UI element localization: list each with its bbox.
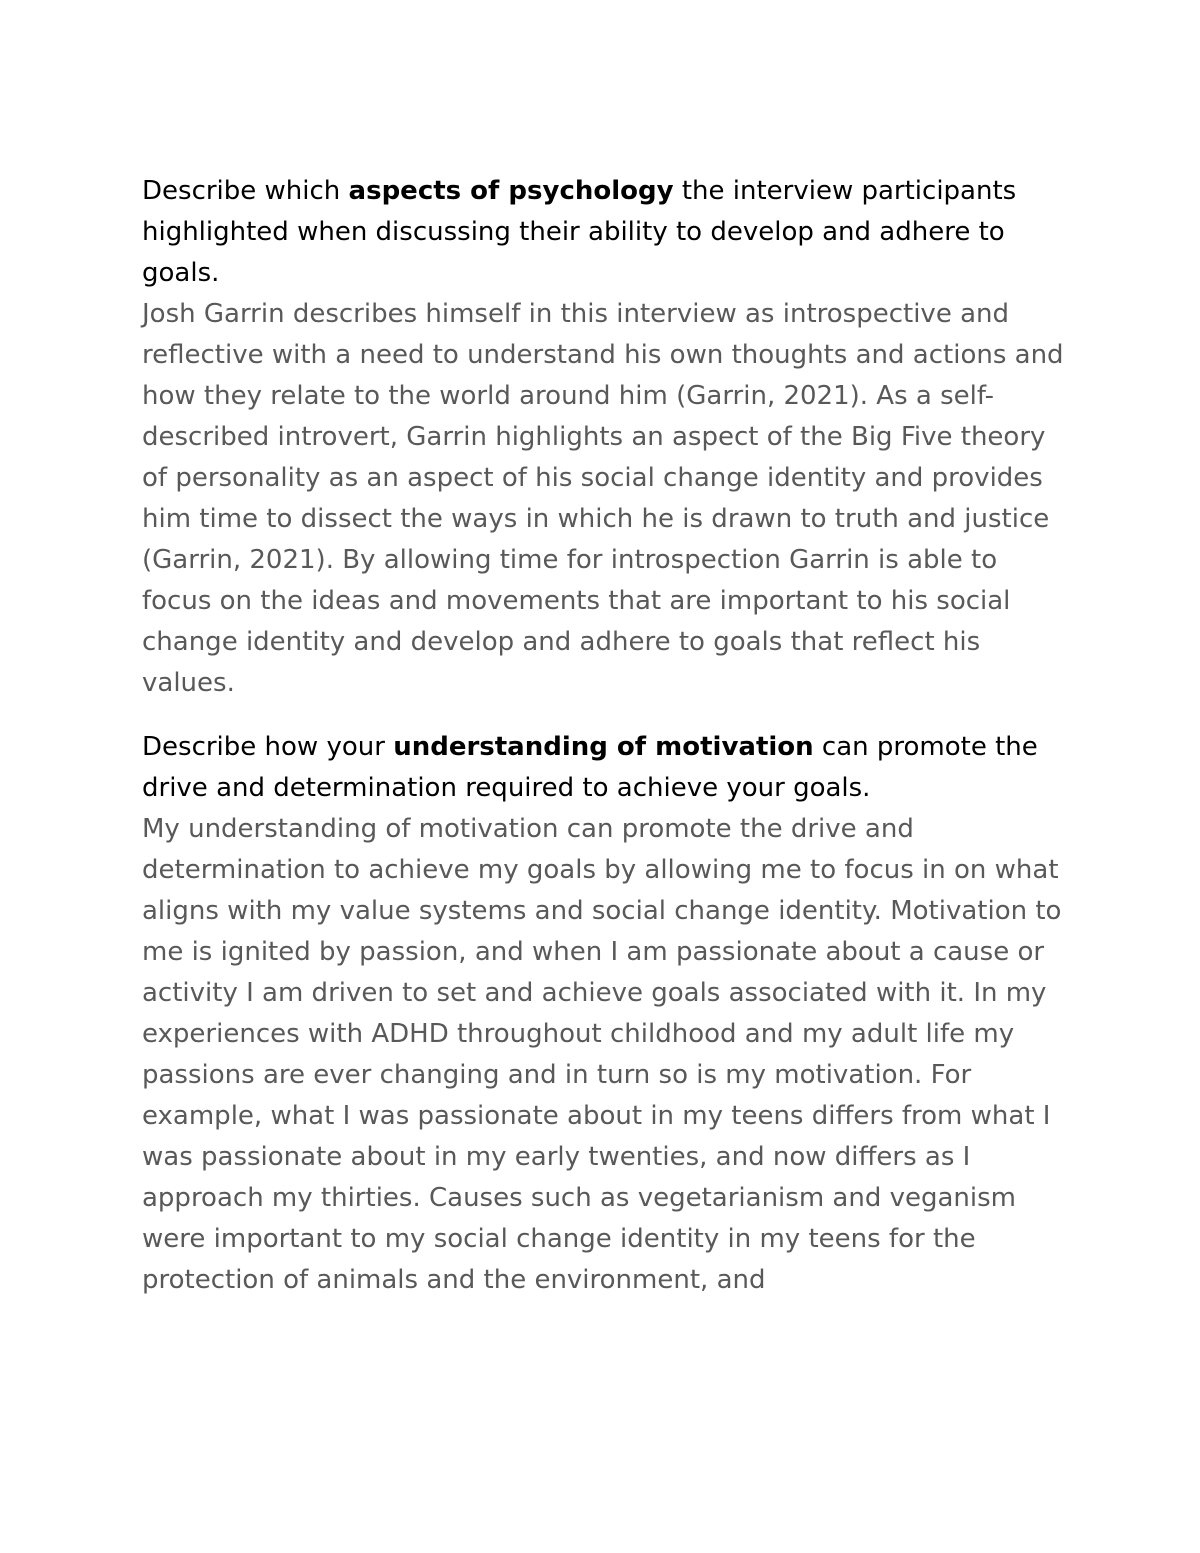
question-1-text: Describe which: [142, 176, 349, 206]
question-1-emphasis: aspects of psychology: [348, 176, 674, 206]
answer-1: Josh Garrin describes himself in this interview as introspective and reflective with a need to understand his own thoughts and actions and how they relate to the world around him (Garrin, 2021). As a self-described introvert, Garrin highlights an aspect of the Big Five theory of personality as an aspect of his social change identity and provides him time to dissect the ways in which he is drawn to truth and justice (Garrin, 2021). By allowing time for introspection Garrin is able to focus on the ideas and movements that are important to his social change identity and develop and adhere to goals that reflect his values.: [142, 299, 1064, 698]
question-1-text-continued: the interview participants highlighted when discussing their ability to develop and adhere to goals.: [142, 176, 1017, 288]
answer-2: My understanding of motivation can promote the drive and determination to achieve my goals by allowing me to focus in on what aligns with my value systems and social change identity. Motivation to me is ignited by passion, and when I am passionate about a cause or activity I am driven to set and achieve goals associated with it. In my experiences with ADHD throughout childhood and my adult life my passions are ever changing and in turn so is my motivation. For example, what I was passionate about in my teens differs from what I was passionate about in my early twenties, and now differs as I approach my thirties. Causes such as vegetarianism and veganism were important to my social change identity in my teens for the protection of animals and the environment, and: [142, 814, 1062, 1295]
question-2-text: Describe how your: [142, 732, 394, 762]
question-2-emphasis: understanding of motivation: [393, 732, 814, 762]
paragraph-spacer: [142, 704, 1072, 727]
question-2: [142, 727, 1072, 809]
question-1: [142, 171, 1072, 294]
question-2-text-continued: can promote the drive and determination required to achieve your goals.: [142, 732, 1038, 803]
document-body: [142, 171, 1072, 1301]
